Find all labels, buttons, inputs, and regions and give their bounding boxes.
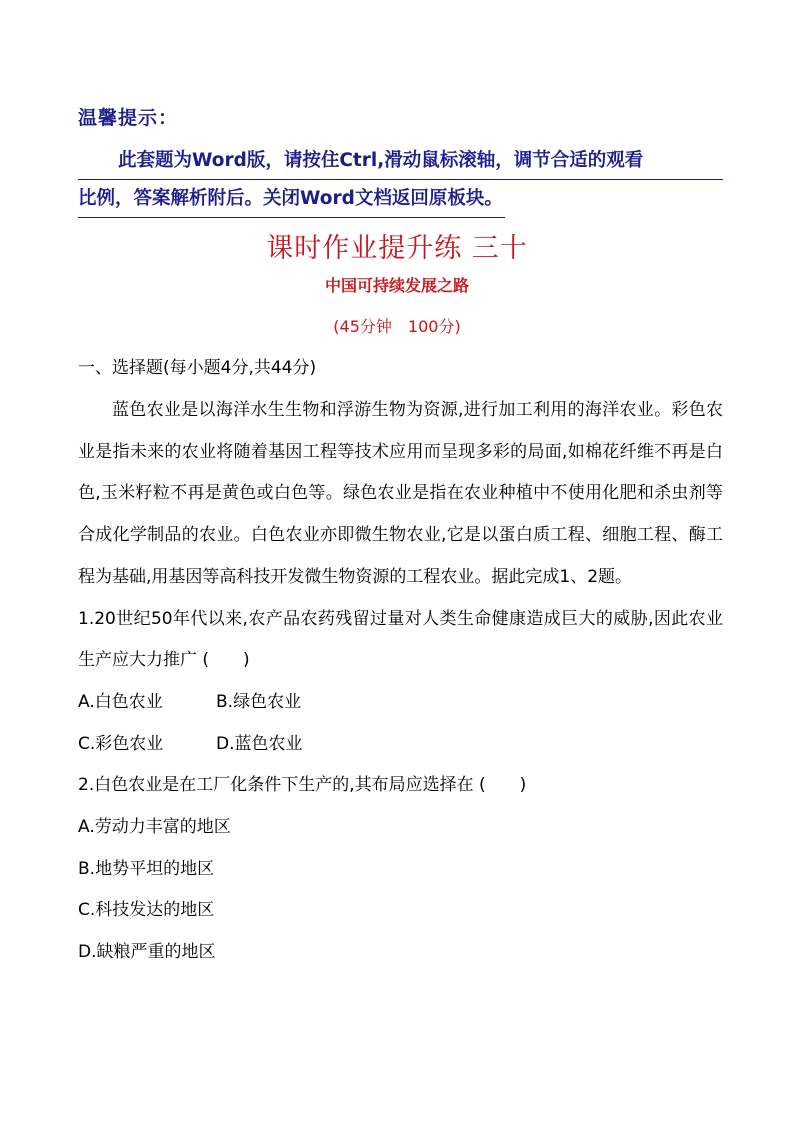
question-1-stem: 1.20世纪50年代以来,农产品农药残留过量对人类生命健康造成巨大的威胁,因此农业生产应大力推广 ( ) [78,608,723,671]
page-subtitle: 中国可持续发展之路 [324,276,469,295]
tip-body [78,143,723,218]
question-1-options-row-1 [78,682,723,724]
question-1-option-c: C.彩色农业 [78,733,164,754]
question-1-option-d: D.蓝色农业 [216,733,303,754]
question-1-option-a: A.白色农业 [78,691,163,712]
section-heading: 一、选择题(每小题4分,共44分) [78,358,317,378]
tip-line-1: 此套题为Word版，请按住Ctrl,滑动鼠标滚轴，调节合适的观看 [78,143,723,180]
question-2-option-d: D.缺粮严重的地区 [78,942,216,963]
tip-title: 温馨提示： [78,107,179,129]
question-1-options-row-2 [78,724,723,766]
page-title: 课时作业提升练 三十 [266,233,528,264]
reading-passage: 蓝色农业是以海洋水生生物和浮游生物为资源,进行加工利用的海洋农业。彩色农业是指未来的农业将随着基因工程等技术应用而呈现多彩的局面,如棉花纤维不再是白色,玉米籽粒不再是黄色或白色等。绿色农业是指在农业种植中不使用化肥和杀虫剂等合成化学制品的农业。白色农业亦即微生物农业,它是以蛋白质工程、细胞工程、酶工程为基础,用基因等高科技开发微生物资源的工程农业。据此完成1、2题。 [78,400,723,587]
tip-line-2: 比例，答案解析附后。关闭Word文档返回原板块。 [78,181,505,218]
question-2-option-b: B.地势平坦的地区 [78,858,215,879]
question-2-option-c: C.科技发达的地区 [78,900,215,921]
exercise-content [78,350,723,974]
question-2-stem: 2.白色农业是在工厂化条件下生产的,其布局应选择在 ( ) [78,775,527,796]
time-score: (45分钟 100分) [333,317,461,336]
question-2-option-a: A.劳动力丰富的地区 [78,817,231,837]
question-1-option-b: B.绿色农业 [216,691,302,712]
